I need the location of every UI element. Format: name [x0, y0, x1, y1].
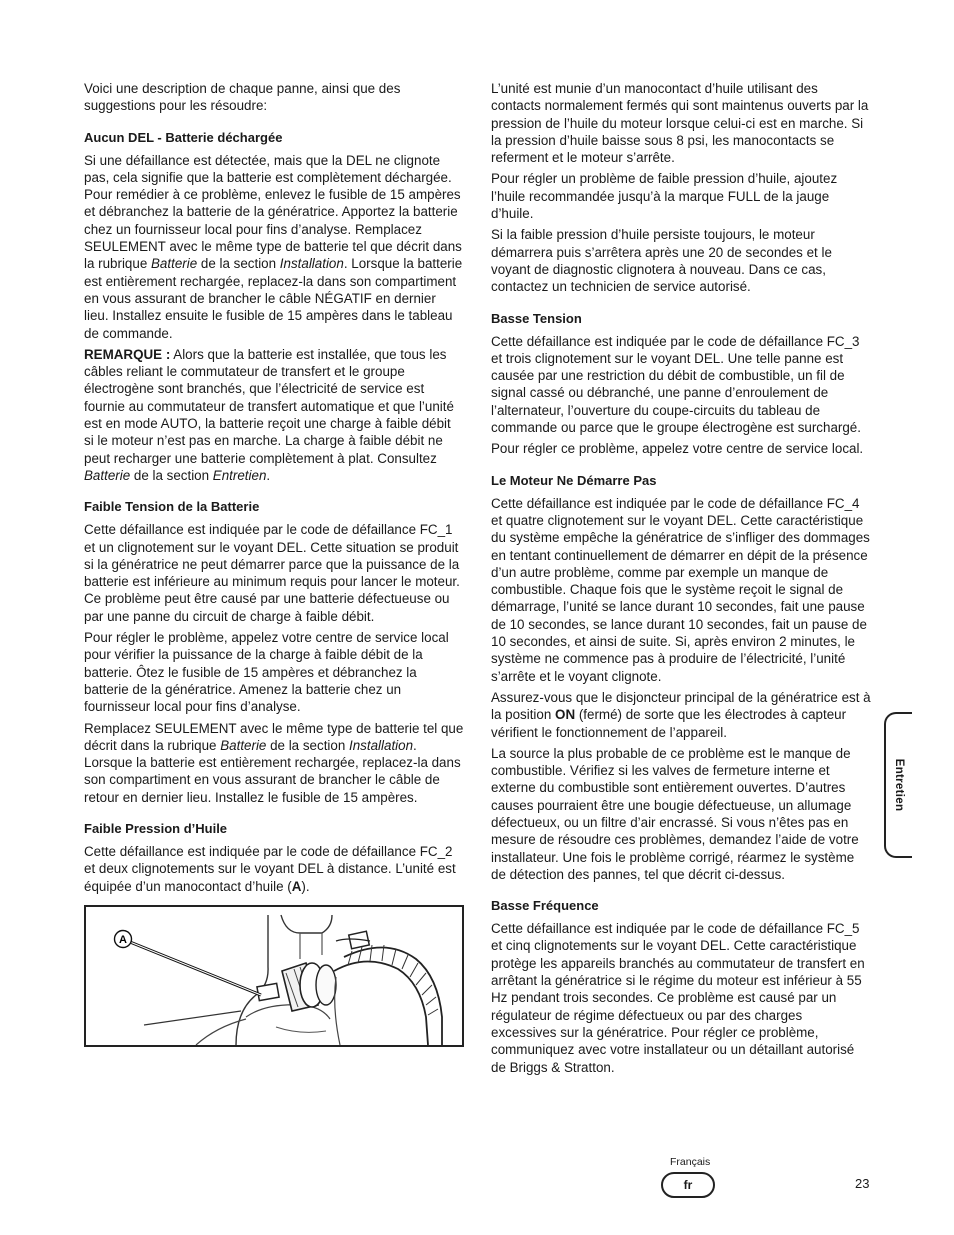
text-run: Remplacez SEULEMENT avec le même type de batterie tel que décrit dans la rubrique: [84, 720, 464, 753]
page-number: 23: [855, 1176, 870, 1191]
text-run: de la section: [197, 256, 280, 272]
paragraph: La source la plus probable de ce problème est le manque de combustible. Vérifiez si les valves de fermeture interne et externe du combustible sont entièrement ouvertes. D’autres causes pourraient être une bougie défectueuse, un allumage défectueux, ou un filtre d’air encrassé. Si vous n’êtes pas en mesure de résoudre ces problèmes, demandez l’aide de votre installateur. Une fois le problème corrigé, réarmez le système de détection des pannes, tel que décrit ci-dessus.: [491, 745, 859, 882]
intro-paragraph: Voici une description de chaque panne, ainsi que des suggestions pour les résoudre:: [84, 81, 401, 114]
language-badge: fr: [661, 1172, 715, 1198]
bold-ref: ON: [555, 707, 576, 723]
paragraph: Pour régler ce problème, appelez votre centre de service local.: [491, 441, 864, 457]
paragraph: Cette défaillance est indiquée par le code de défaillance FC_1 et un clignotement sur le voyant DEL. Cette situation se produit si la génératrice ne peut démarrer parce que la puissance de la batterie est inférieure au minimum requis pour lancer le moteur. Ce problème peut être causé par une batterie défectueuse ou par une panne du circuit de charge à faible débit.: [84, 522, 460, 624]
text-run: . Lorsque la batterie est entièrement rechargée, replacez-la dans son compartiment en vous assurant de brancher le câble de retour en dernier lieu. Installez le fusible de 15 ampères.: [84, 737, 461, 805]
right-column: [491, 80, 871, 1080]
bold-ref: A: [291, 878, 302, 894]
section-title-low-voltage: Basse Tension: [491, 310, 582, 326]
paragraph: [84, 152, 464, 342]
text-run: Cette défaillance est indiquée par le code de défaillance FC_2 et deux clignotements sur le voyant DEL à distance. L’unité est équipée d’un manocontact d’huile (: [84, 843, 456, 894]
note-paragraph: [84, 346, 464, 484]
paragraph: [84, 843, 464, 895]
italic-ref: Batterie: [84, 467, 131, 483]
italic-ref: Batterie: [220, 737, 267, 753]
section-title-engine-no-start: Le Moteur Ne Démarre Pas: [491, 472, 657, 488]
language-label: Français: [670, 1156, 711, 1168]
section-title-low-oil-pressure: Faible Pression d’Huile: [84, 820, 228, 836]
paragraph: [84, 720, 464, 806]
text-run: ).: [301, 878, 310, 894]
section-title-low-battery: Faible Tension de la Batterie: [84, 499, 260, 515]
paragraph: Si la faible pression d’huile persiste toujours, le moteur démarrera puis s’arrêtera après une 20 de secondes et le voyant de diagnostic clignotera à nouveau. Dans ce cas, contactez un technicien de service autorisé.: [491, 227, 832, 295]
paragraph: L’unité est munie d’un manocontact d’huile utilisant des contacts normalement fermés qui sont maintenus ouverts par la pression de l’huile du moteur lorsque celui-ci est en marche. Si la pression d’huile baisse sous 8 psi, les manocontacts se referment et le moteur s’arrête.: [491, 81, 869, 166]
italic-ref: Entretien: [212, 467, 267, 483]
oil-pressure-switch-figure: [84, 905, 464, 1047]
text-run: .: [266, 467, 271, 483]
paragraph: Cette défaillance est indiquée par le code de défaillance FC_3 et trois clignotement sur le voyant DEL. Une telle panne est causée par une restriction du débit de combustible, un fil de signal cassé ou débranché, une panne d’enroulement de l’alternateur, l’ouverture du coupe-circuits du tableau de commande ou parce que le groupe électrogène est surchargé.: [491, 333, 861, 436]
left-column: [84, 80, 464, 1047]
text-run: Alors que la batterie est installée, que tous les câbles reliant le commutateur de transfert et le groupe électrogène sont branchés, que l’électricité de service est fournie au commutateur de transfert automatique et que l’unité est en mode AUTO, la batterie reçoit une charge à faible débit si le moteur n’est pas en marche. La charge à faible débit ne peut recharger une batterie complètement à plat. Consultez: [84, 346, 454, 466]
paragraph: [491, 689, 871, 741]
text-run: de la section: [266, 737, 350, 753]
italic-ref: Batterie: [151, 256, 198, 272]
section-title-low-frequency: Basse Fréquence: [491, 898, 599, 914]
italic-ref: Installation: [349, 737, 414, 753]
section-side-tab: [884, 712, 912, 858]
oil-switch-illustration: [86, 907, 462, 1045]
text-run: de la section: [130, 467, 213, 483]
text-run: (fermé) de sorte que les électrodes à capteur vérifient le fonctionnement de l’appareil.: [491, 707, 847, 740]
note-label: REMARQUE :: [84, 346, 171, 362]
callout-label-a: A: [119, 933, 127, 946]
paragraph: Cette défaillance est indiquée par le code de défaillance FC_4 et quatre clignotement sur le voyant DEL. Cette caractéristique du système empêche la génératrice de s’infliger des dommages en tentant continuellement de démarrer en dépit de la présence d’un autre problème, comme par exemple un manque de combustible. Chaque fois que le système reçoit le signal de démarrage, l’unité se lance durant 10 secondes, fait une pause de 10 secondes, se lance durant 10 secondes, fait un pause de 10 secondes, et ainsi de suite. Si, après environ 2 minutes, le système ne commence pas à produire de l’électricité, l’unité s’arrête et le voyant clignote.: [491, 495, 870, 684]
paragraph: Pour régler le problème, appelez votre centre de service local pour vérifier la puissance de la charge à faible débit de la batterie. Ôtez le fusible de 15 ampères et débranchez la batterie de la génératrice. Amenez la batterie chez un fournisseur local pour fins d’analyse.: [84, 630, 449, 715]
text-run: . Lorsque la batterie est entièrement rechargée, replacez-la dans son compartiment en vous assurant de brancher le câble NÉGATIF en dernier lieu. Installez ensuite le fusible de 15 ampères dans le tableau de commande.: [84, 256, 463, 341]
side-tab-label: Entretien: [893, 758, 905, 812]
paragraph: Pour régler un problème de faible pression d’huile, ajoutez l’huile recommandée jusqu’à la marque FULL de la jauge d’huile.: [491, 171, 838, 222]
text-run: Assurez-vous que le disjoncteur principal de la génératrice est à la position: [491, 689, 871, 723]
section-title-no-led: Aucun DEL - Batterie déchargée: [84, 129, 283, 145]
text-run: Si une défaillance est détectée, mais que la DEL ne clignote pas, cela signifie que la batterie est complètement déchargée. Pour remédier à ce problème, enlevez le fusible de 15 ampères et débranchez la batterie de la génératrice. Apportez la batterie chez un fournisseur local pour fins d’analyse. Remplacez SEULEMENT avec le même type de batterie tel que décrit dans la rubrique: [84, 152, 462, 272]
italic-ref: Installation: [279, 256, 344, 272]
paragraph: Cette défaillance est indiquée par le code de défaillance FC_5 et cinq clignotements sur le voyant DEL. Cette caractéristique protège les appareils branchés au commutateur de transfert en arrêtant la génératrice si le régime du moteur est inférieur à 55 Hz pendant trois secondes. Ce problème est causé par un régulateur de régime défectueux ou par des charges excessives sur la génératrice. Pour régler ce problème, communiquez avec votre installateur ou un détaillant autorisé de Briggs & Stratton.: [491, 921, 865, 1075]
